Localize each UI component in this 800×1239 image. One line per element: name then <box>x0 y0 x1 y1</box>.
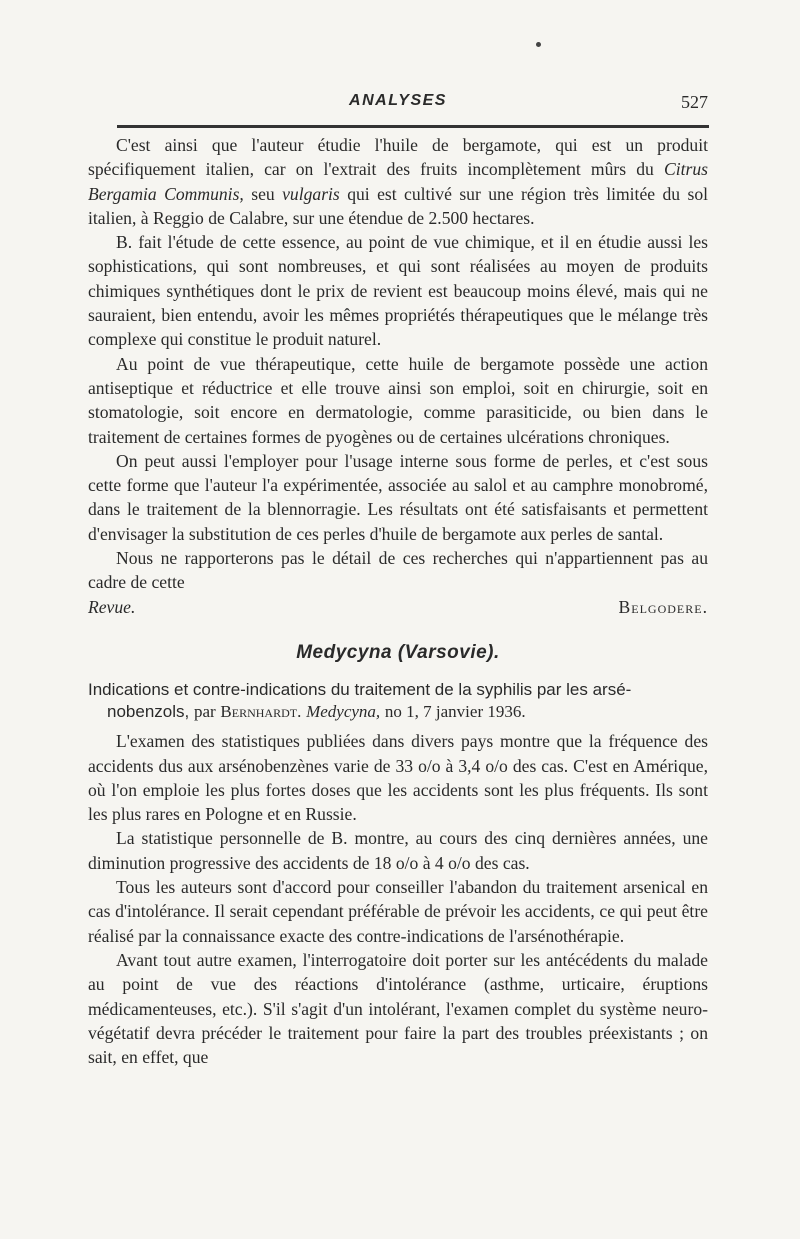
journal-heading: Medycyna (Varsovie). <box>296 641 500 663</box>
revue-italic: Revue. <box>88 596 136 617</box>
header-rule <box>117 125 709 128</box>
ref-journal: Medycyna, <box>306 702 381 722</box>
paragraph: On peut aussi l'employer pour l'usage interne sous forme de perles, et c'est sous cette forme que l'auteur l'a expérimentée, associée au salol et au camphre monobromé, dans le traitement de la blennorragie. Les résultats ont été satisfaisants et permettent d'envisager la substitution de ces perles d'huile de bergamote aux perles de santal. <box>88 450 708 544</box>
ref-details: no 1, 7 janvier 1936. <box>384 702 526 722</box>
running-title: ANALYSES <box>349 92 447 109</box>
article2-body <box>88 729 708 1069</box>
running-head <box>88 90 708 114</box>
paragraph: C'est ainsi que l'auteur étudie l'huile de bergamote, qui est un produit spécifiquement italien, car on l'extrait des fruits incomplètement mûrs du Citrus Bergamia Communis, seu vulgaris qui est cultivé sur une région très limitée du sol italien, à Reggio de Calabre, sur une étendue de 2.500 hectares. <box>88 135 709 228</box>
page-body <box>88 133 708 1069</box>
signature-line <box>88 595 708 619</box>
paragraph: Au point de vue thérapeutique, cette huile de bergamote possède une action antiseptique et réductrice et elle trouve ainsi son emploi, soit en chirurgie, soit en stomatologie, soit encore en dermatologie, comme parasiticide, ou bien dans le traitement de certaines formes de pyogènes ou de certaines ulcérations chroniques. <box>88 353 708 447</box>
paragraph: Avant tout autre examen, l'interrogatoire doit porter sur les antécédents du malade au point de vue des réactions d'intolérance (asthme, urticaire, éruptions médicamenteuses, etc.). S'il s'agit d'un intolérant, l'examen complet du système neuro-végétatif devra précéder le traitement pour faire la part des troubles préexistants ; on sait, en effet, que <box>88 949 708 1068</box>
paragraph: La statistique personnelle de B. montre, au cours des cinq dernières années, une diminution progressive des accidents de 18 o/o à 4 o/o des cas. <box>88 828 708 873</box>
paragraph: B. fait l'étude de cette essence, au point de vue chimique, et il en étudie aussi les sophistications, qui sont nombreuses, et qui sont réalisées au moyen de produits chimiques synthétiques dont le prix de revient est beaucoup moins élevé, mais qui ne sauraient, bien entendu, avoir les mêmes propriétés thérapeutiques que le mélange très complexe qui constitue le produit naturel. <box>88 232 708 350</box>
page-number: 527 <box>681 92 708 112</box>
paragraph: L'examen des statistiques publiées dans divers pays montre que la fréquence des accidents dus aux arsénobenzènes varie de 33 o/o à 3,4 o/o des cas. C'est en Amérique, où l'on emploie les plus fortes doses que les accidents sont les plus fréquents. Ils sont les plus rares en Pologne et en Russie. <box>88 731 708 825</box>
signature: Belgodere. <box>618 596 708 617</box>
article-title: Indications et contre-indications du traitement de la syphilis par les arsé- nobenzols, par Bernhardt. Medycyna, no 1, 7 janvier 1936. <box>88 680 632 722</box>
author: Bernhardt. <box>220 702 302 722</box>
paragraph-with-signature: Nous ne rapporterons pas le détail de ces recherches qui n'appartiennent pas au cadre de cette <box>88 548 708 593</box>
paragraph: Tous les auteurs sont d'accord pour conseiller l'abandon du traitement arsenical en cas d'intolérance. Il serait cependant préférable de prévoir les accidents, ce qui peut être réalisé par la connaissance exacte des contre-indications de l'arsénothérapie. <box>88 877 708 946</box>
print-speck <box>536 42 541 47</box>
